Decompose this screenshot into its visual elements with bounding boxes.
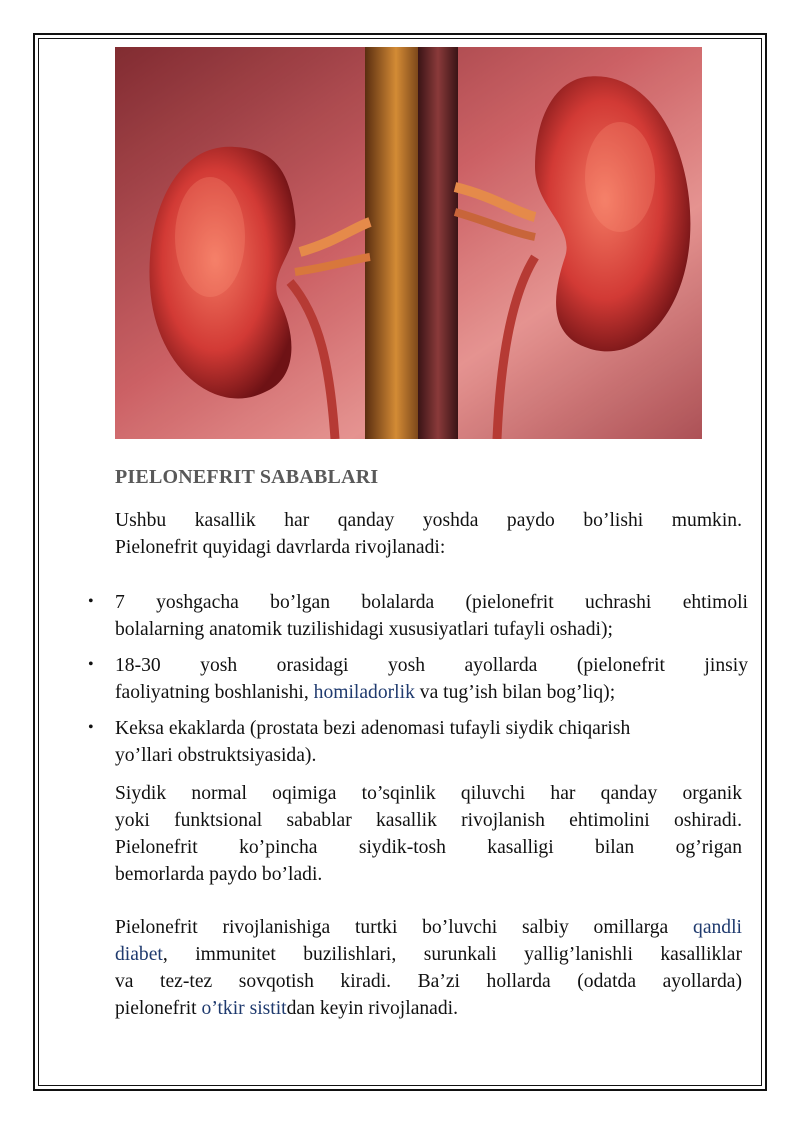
qandli-diabet-link[interactable]: qandli bbox=[693, 917, 742, 938]
intro-line-1: Ushbu kasallik har qanday yoshda paydo bo’lishi mumkin. bbox=[115, 510, 742, 531]
bullet-marker: • bbox=[88, 593, 94, 610]
list-item bbox=[115, 589, 748, 643]
para3-line-1 bbox=[115, 914, 742, 941]
para3-text-4-end: dan keyin rivojlanadi. bbox=[286, 998, 459, 1019]
bullet-1-line-1: 7 yoshgacha bo’lgan bolalarda (pielonefrit uchrashi ehtimoli bbox=[115, 592, 748, 613]
para3-text-2: , immunitet buzilishlari, surunkali yallig’lanishli kasalliklar bbox=[162, 944, 742, 965]
paragraph-3 bbox=[115, 914, 742, 1022]
para2-line-1: Siydik normal oqimiga to’sqinlik qiluvchi har qanday organik bbox=[115, 783, 742, 804]
para3-line-2 bbox=[115, 941, 742, 968]
para3-line-4 bbox=[115, 995, 742, 1022]
list-item bbox=[115, 715, 748, 769]
bullet-2-text-end: va tug’ish bilan bog’liq); bbox=[414, 682, 616, 703]
homiladorlik-link[interactable]: homiladorlik bbox=[313, 682, 415, 703]
bullet-3-line-2: yo’llari obstruktsiyasida). bbox=[115, 745, 317, 766]
intro-line-2: Pielonefrit quyidagi davrlarda rivojlanadi: bbox=[115, 537, 446, 558]
otkir-sistit-link[interactable]: o’tkir sistit bbox=[201, 998, 287, 1019]
para2-line-3: Pielonefrit ko’pincha siydik-tosh kasalligi bilan og’rigan bbox=[115, 837, 742, 858]
para3-text-4: pielonefrit bbox=[115, 998, 202, 1019]
kidneys-illustration bbox=[115, 47, 702, 439]
list-item bbox=[115, 652, 748, 706]
para3-text: Pielonefrit rivojlanishiga turtki bo’luvchi salbiy omillarga bbox=[115, 917, 694, 938]
diabet-link[interactable]: diabet bbox=[115, 944, 163, 965]
section-heading: PIELONEFRIT SABABLARI bbox=[115, 466, 379, 488]
paragraph-2 bbox=[115, 780, 742, 888]
para2-line-2: yoki funktsional sabablar kasallik rivojlanish ehtimolini oshiradi. bbox=[115, 810, 742, 831]
bullet-2-line-2 bbox=[115, 679, 748, 706]
bullet-1-line-2: bolalarning anatomik tuzilishidagi xususiyatlari tufayli oshadi); bbox=[115, 619, 613, 640]
para3-line-3: va tez-tez sovqotish kiradi. Ba’zi hollarda (odatda ayollarda) bbox=[115, 971, 742, 992]
para2-line-4: bemorlarda paydo bo’ladi. bbox=[115, 864, 323, 885]
bullet-2-line-1: 18-30 yosh orasidagi yosh ayollarda (pielonefrit jinsiy bbox=[115, 655, 748, 676]
bullet-marker: • bbox=[88, 656, 94, 673]
bullet-3-line-1: Keksa ekaklarda (prostata bezi adenomasi tufayli siydik chiqarish bbox=[115, 718, 631, 739]
bullet-marker: • bbox=[88, 719, 94, 736]
bullet-2-text: faoliyatning boshlanishi, bbox=[115, 682, 314, 703]
intro-paragraph bbox=[115, 507, 742, 561]
